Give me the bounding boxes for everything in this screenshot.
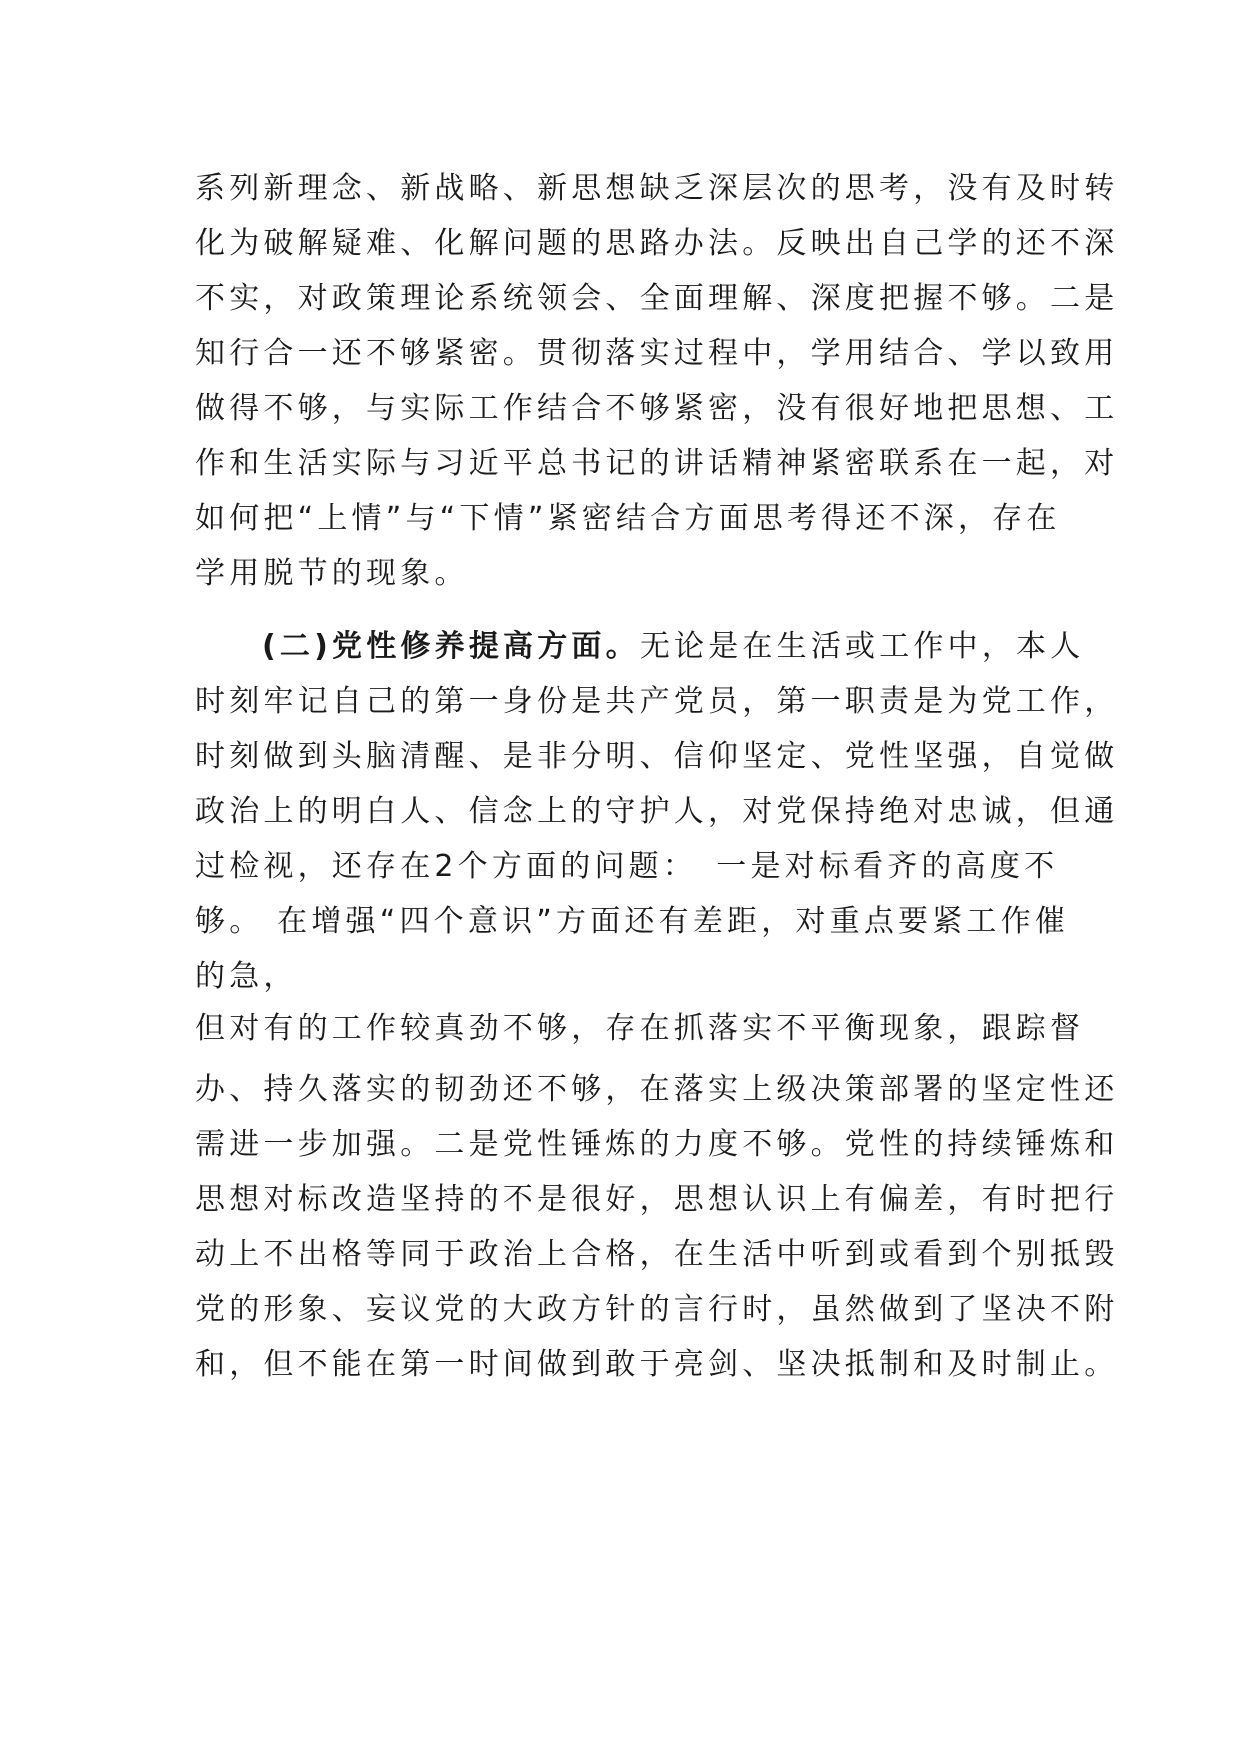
paragraph-2-line-6: 够。 在增强“四个意识”方面还有差距，对重点要紧工作催 [195,904,1070,939]
paragraph-1-line-5: 做得不够，与实际工作结合不够紧密，没有很好地把思想、工 [195,391,1119,426]
paragraph-1-line-7: 如何把“上情”与“下情”紧密结合方面思考得还不深，存在 [195,501,1061,536]
paragraph-1-line-1: 系列新理念、新战略、新思想缺乏深层次的思考，没有及时转 [195,171,1119,206]
paragraph-2-line-5: 过检视，还存在2个方面的问题： 一是对标看齐的高度不 [195,849,1059,884]
paragraph-2-line-8: 但对有的工作较真劲不够，存在抓落实不平衡现象，跟踪督 [195,1011,1085,1046]
paragraph-1-line-4: 知行合一还不够紧密。贯彻落实过程中，学用结合、学以致用 [195,336,1119,371]
section-heading: (二)党性修养提高方面。 [262,629,640,664]
paragraph-2-line-4: 政治上的明白人、信念上的守护人，对党保持绝对忠诚，但通 [195,794,1119,829]
paragraph-1-line-2: 化为破解疑难、化解问题的思路办法。反映出自己学的还不深 [195,226,1119,261]
paragraph-1-line-8: 学用脱节的现象。 [195,556,469,591]
paragraph-2-line-12: 动上不出格等同于政治上合格，在生活中听到或看到个别抵毁 [195,1237,1119,1272]
paragraph-2-line-3: 时刻做到头脑清醒、是非分明、信仰坚定、党性坚强，自觉做 [195,739,1119,774]
paragraph-1-line-3: 不实，对政策理论系统领会、全面理解、深度把握不够。二是 [195,281,1119,316]
paragraph-2-line-13: 党的形象、妄议党的大政方针的言行时，虽然做到了坚决不附 [195,1292,1119,1327]
paragraph-2-first-line-text: 无论是在生活或工作中，本人 [639,629,1085,664]
paragraph-2-line-11: 思想对标改造坚持的不是很好，思想认识上有偏差，有时把行 [195,1182,1119,1217]
paragraph-2-line-7: 的急， [195,959,298,994]
paragraph-1-line-6: 作和生活实际与习近平总书记的讲话精神紧密联系在一起，对 [195,446,1119,481]
paragraph-2-line-10: 需进一步加强。二是党性锤炼的力度不够。党性的持续锤炼和 [195,1127,1119,1162]
paragraph-2-line-1 [262,627,1084,667]
paragraph-2-line-2: 时刻牢记自己的第一身份是共产党员，第一职责是为党工作， [195,684,1119,719]
paragraph-2-line-9: 办、持久落实的韧劲还不够，在落实上级决策部署的坚定性还 [195,1072,1119,1107]
paragraph-2-line-14: 和，但不能在第一时间做到敢于亮剑、坚决抵制和及时制止。 [195,1347,1119,1382]
